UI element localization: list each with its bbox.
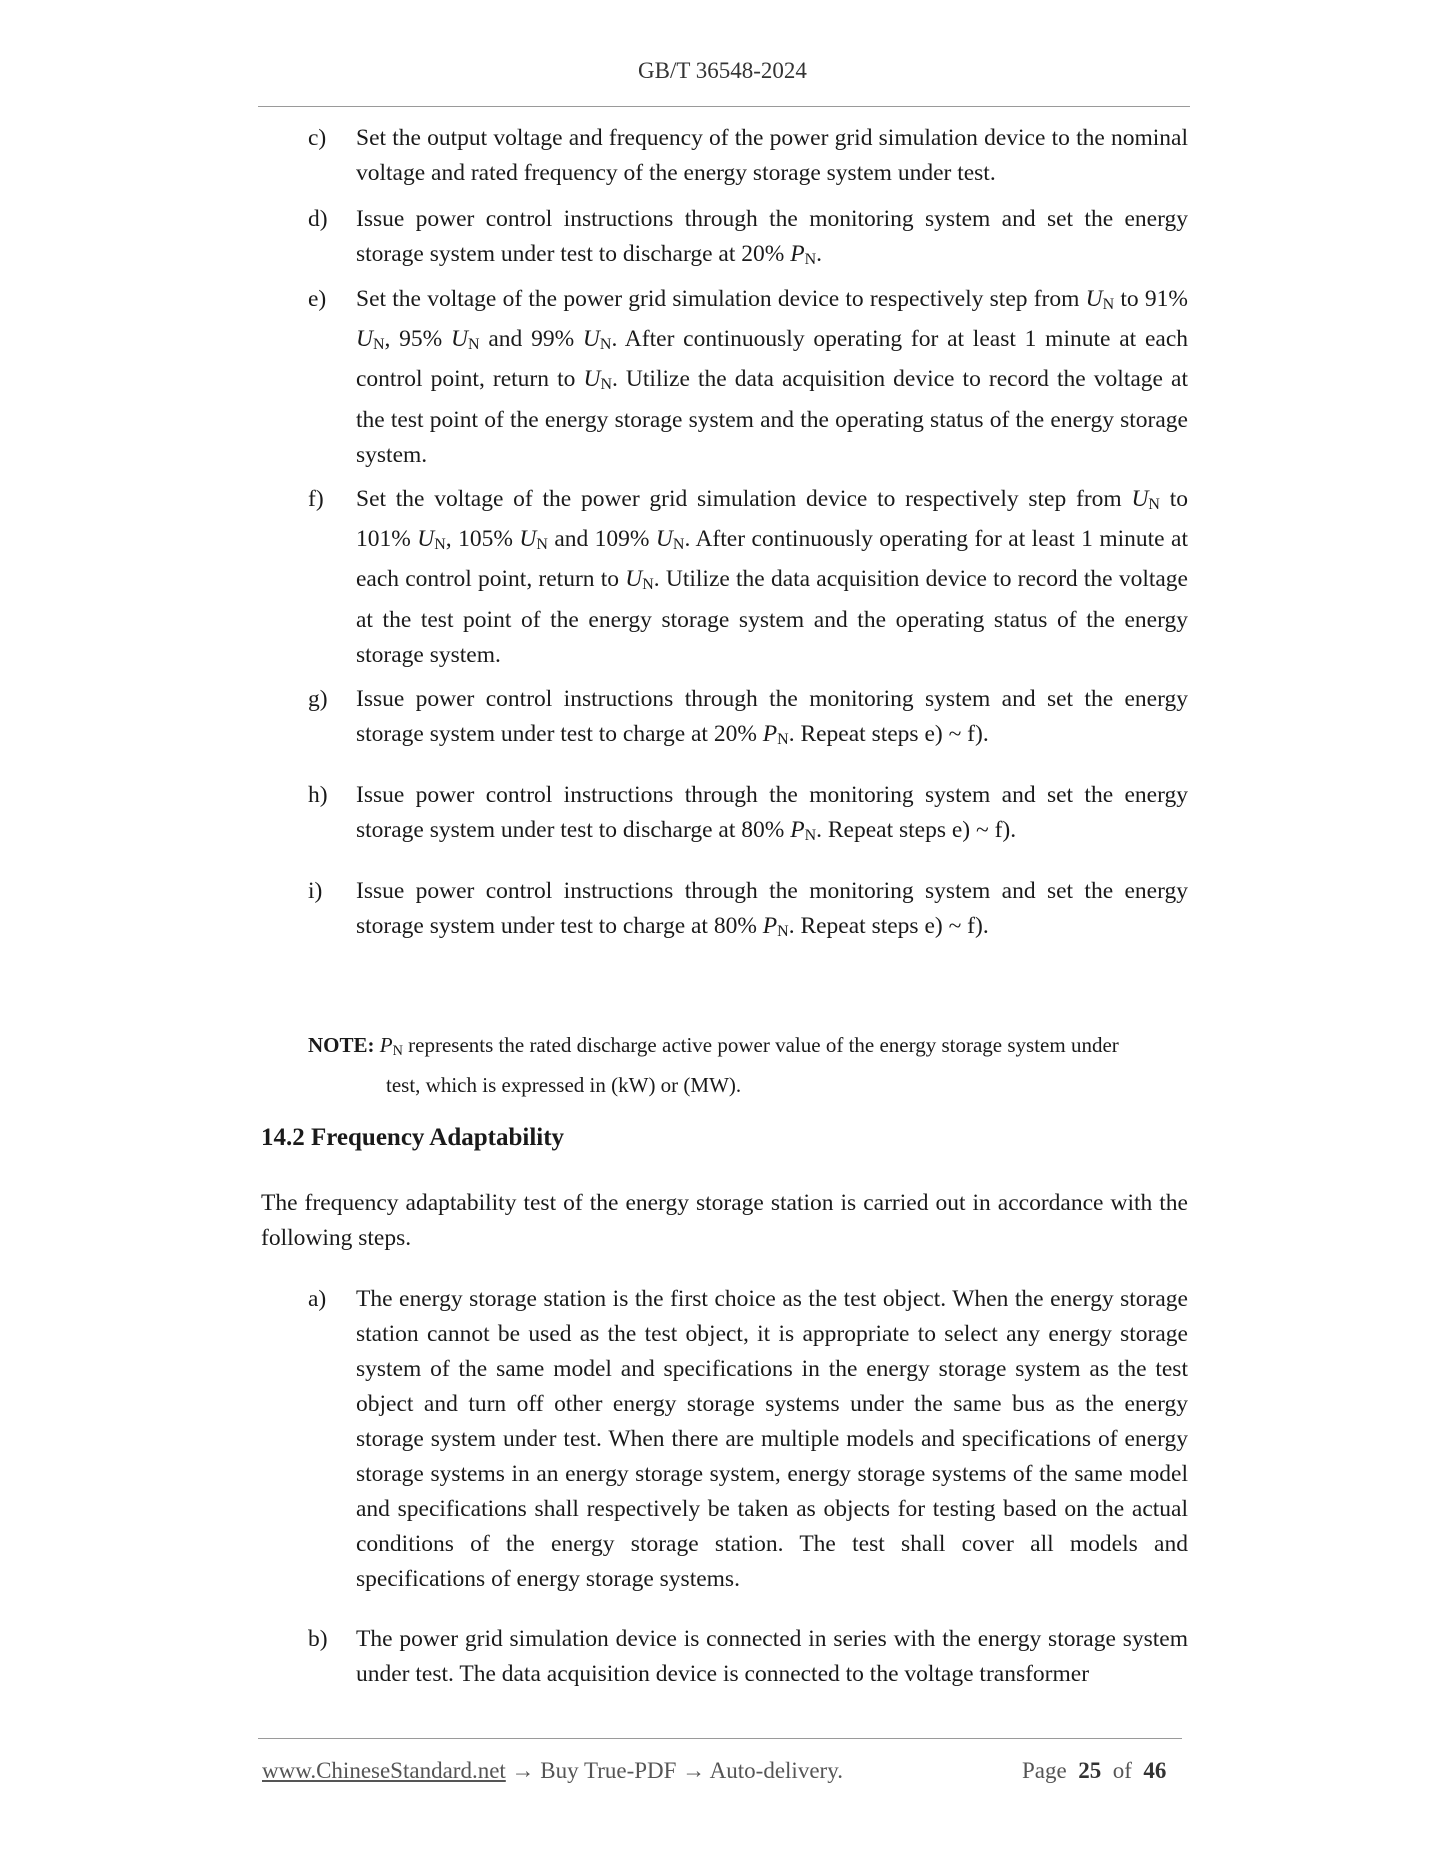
note-label: NOTE:	[308, 1033, 375, 1057]
symbol-p: P	[790, 817, 805, 843]
list-item-b	[308, 1622, 1188, 1692]
item-label: b)	[308, 1626, 328, 1652]
symbol-u: U	[451, 326, 469, 353]
footer-left	[262, 1758, 843, 1784]
of-word: of	[1112, 1758, 1132, 1783]
text-run: . After continuously operating for at least 1 minute at each control point, return to	[356, 526, 1188, 593]
symbol-u: U	[1131, 486, 1149, 512]
text-run: Issue power control instructions through the monitoring system and set the energy storage system under test to discharge at 80%	[356, 782, 1188, 843]
subscript: N	[777, 923, 789, 941]
page-word: Page	[1022, 1758, 1067, 1783]
section-heading: 14.2 Frequency Adaptability	[261, 1124, 565, 1151]
site-link[interactable]: www.ChineseStandard.net	[262, 1758, 506, 1783]
note-text: represents the rated discharge active power value of the energy storage system under	[402, 1033, 1119, 1057]
text-run: to 101%	[356, 486, 1188, 553]
text-run: Issue power control instructions through the monitoring system and set the energy storage system under test to discharge at 20%	[356, 206, 1188, 267]
subscript: N	[777, 731, 789, 749]
section-intro: The frequency adaptability test of the energy storage station is carried out in accordance with the following steps.	[261, 1190, 1188, 1251]
symbol-u: U	[519, 526, 537, 553]
subscript: N	[804, 251, 817, 269]
item-text	[356, 682, 1188, 757]
item-text	[356, 121, 1188, 191]
symbol-u: U	[1085, 286, 1103, 312]
subscript: N	[642, 576, 654, 594]
text-run: . Repeat steps e) ~ f).	[788, 913, 989, 939]
text-run: , 95%	[384, 326, 452, 353]
subscript: N	[372, 336, 385, 354]
symbol-p: P	[762, 913, 778, 939]
subscript: N	[600, 376, 612, 394]
total-pages: 46	[1143, 1758, 1167, 1783]
text-run: . Repeat steps e) ~ f).	[788, 721, 989, 747]
item-text	[356, 778, 1188, 853]
text-run: and 99%	[479, 326, 583, 353]
text-run: The energy storage station is the first choice as the test object. When the energy storage station cannot be used as the test object, it is appropriate to select any energy storage system of the same model and specifications in the energy storage system as the test object and turn off other energy storage systems under the same bus as the energy storage system under test. When there are multiple models and specifications of energy storage systems in an energy storage system, energy storage systems of the same model and specifications shall respectively be taken as objects for testing based on the actual conditions of the energy storage station. The test shall cover all models and specifications of energy storage systems.	[356, 1286, 1188, 1592]
symbol-u: U	[417, 526, 435, 553]
list-item-a	[308, 1282, 1188, 1597]
note-line-2: test, which is expressed in (kW) or (MW).	[386, 1072, 742, 1097]
text-run: Set the output voltage and frequency of the power grid simulation device to the nominal voltage and rated frequency of the energy storage system under test.	[356, 125, 1188, 186]
item-label: e)	[308, 286, 327, 312]
list-item-g	[308, 682, 1188, 757]
text-run: to 91%	[1114, 286, 1188, 312]
text-run: , 105%	[445, 526, 520, 553]
item-text	[356, 482, 1188, 673]
subscript: N	[599, 336, 612, 354]
subscript: N	[1148, 496, 1160, 514]
subscript: N	[392, 1042, 403, 1059]
subscript: N	[468, 336, 480, 354]
item-label: g)	[308, 686, 328, 712]
text-run: Issue power control instructions through the monitoring system and set the energy storage system under test to charge at 20%	[356, 686, 1188, 747]
subscript: N	[434, 536, 446, 554]
subscript: N	[672, 536, 685, 554]
text-run: and 109%	[547, 526, 656, 553]
text-run: Set the voltage of the power grid simulation device to respectively step from	[356, 286, 1086, 312]
item-text	[356, 1282, 1188, 1597]
symbol-p: P	[790, 241, 805, 267]
text-run: The power grid simulation device is connected in series with the energy storage system under test. The data acquisition device is connected to the voltage transformer	[356, 1626, 1188, 1687]
item-text	[356, 202, 1188, 277]
arrow-icon: →	[505, 1758, 541, 1783]
text-run: Issue power control instructions through the monitoring system and set the energy storage system under test to charge at 80%	[356, 878, 1188, 939]
note-line-1	[308, 1028, 1188, 1068]
header-rule	[258, 106, 1190, 107]
item-text	[356, 874, 1188, 949]
text-run: . Utilize the data acquisition device to record the voltage at the test point of the energy storage system and the operating status of the energy storage system.	[356, 366, 1188, 468]
symbol-u: U	[582, 326, 600, 353]
list-item-e	[308, 282, 1188, 473]
text-run: .	[816, 241, 822, 267]
item-label: h)	[308, 782, 328, 808]
subscript: N	[1102, 296, 1115, 314]
symbol-u: U	[583, 366, 601, 393]
text-run: . Repeat steps e) ~ f).	[816, 817, 1017, 843]
item-text	[356, 282, 1188, 473]
text-run: Set the voltage of the power grid simulation device to respectively step from	[356, 486, 1132, 512]
delivery-text: Auto-delivery.	[709, 1758, 843, 1783]
list-item-d	[308, 202, 1188, 277]
current-page: 25	[1078, 1758, 1102, 1783]
item-label: c)	[308, 125, 327, 151]
page-number	[1022, 1758, 1166, 1784]
symbol-u: U	[655, 526, 673, 553]
page-header: GB/T 36548-2024	[638, 58, 807, 83]
list-item-f	[308, 482, 1188, 673]
buy-pdf-text: Buy True-PDF	[540, 1758, 677, 1783]
item-label: d)	[308, 206, 328, 232]
item-label: i)	[308, 878, 323, 904]
arrow-icon: →	[676, 1758, 710, 1783]
symbol-p: P	[379, 1033, 393, 1057]
list-item-h	[308, 778, 1188, 853]
symbol-p: P	[762, 721, 778, 747]
footer-rule	[258, 1738, 1182, 1739]
item-text	[356, 1622, 1188, 1692]
item-label: a)	[308, 1286, 327, 1312]
list-item-i	[308, 874, 1188, 949]
symbol-u: U	[625, 566, 643, 593]
text-run: . After continuously operating for at least 1 minute at each control point, return to	[356, 326, 1188, 393]
subscript: N	[804, 827, 817, 845]
note-block	[308, 1028, 1188, 1102]
text-run: . Utilize the data acquisition device to record the voltage at the test point of the energy storage system and the operating status of the energy storage system.	[356, 566, 1188, 668]
item-label: f)	[308, 486, 324, 512]
list-item-c	[308, 121, 1188, 191]
symbol-u: U	[356, 326, 373, 353]
subscript: N	[536, 536, 548, 554]
